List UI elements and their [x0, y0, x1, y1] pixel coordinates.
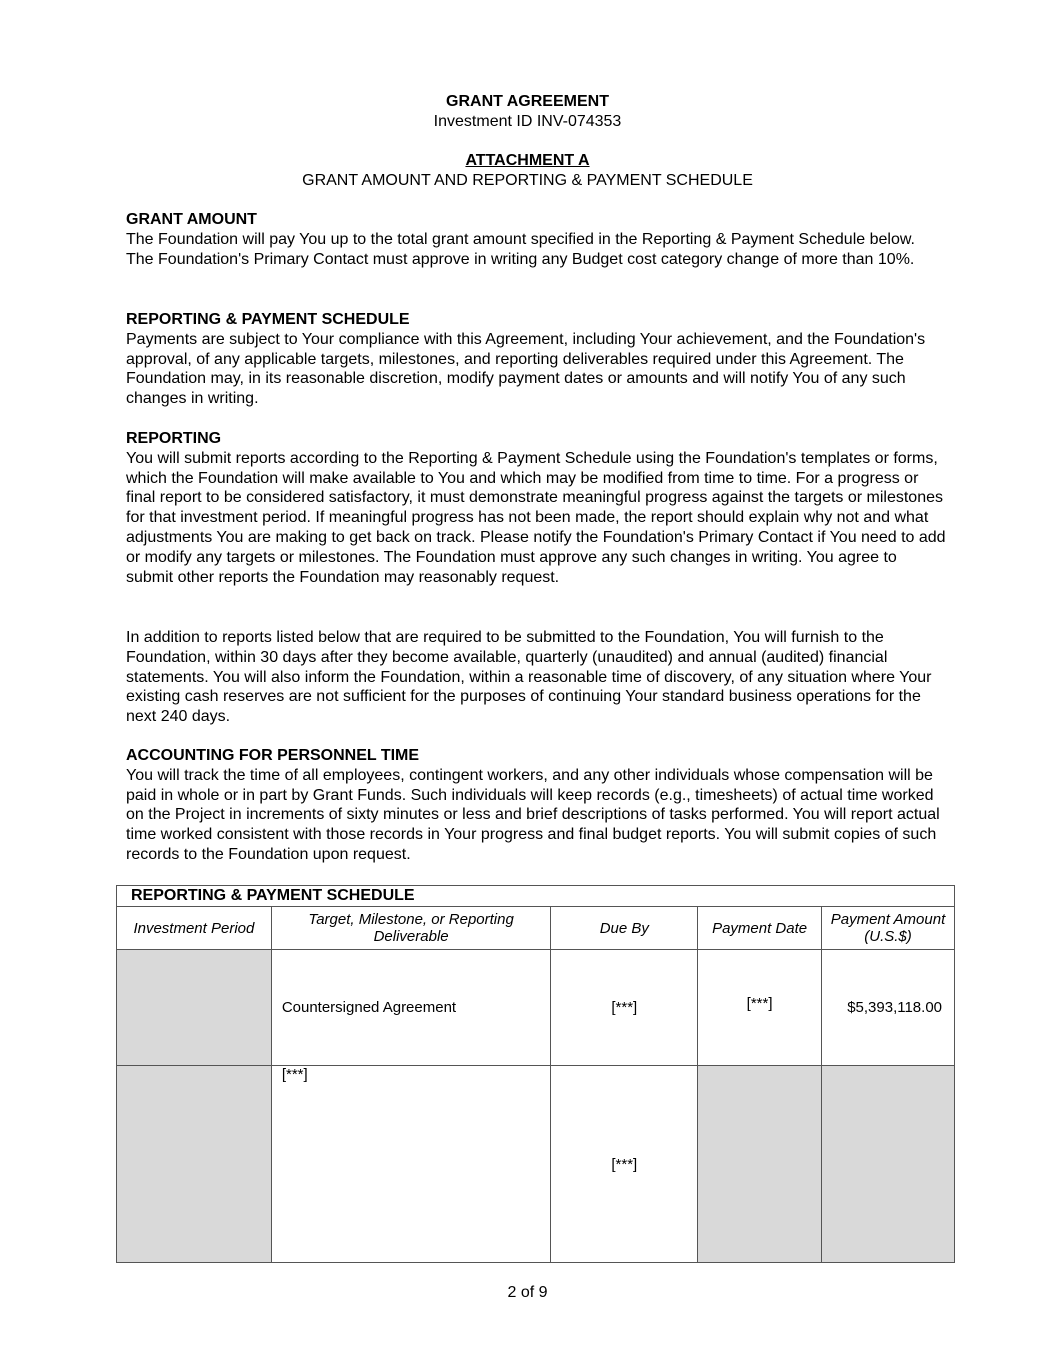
- section-body: The Foundation will pay You up to the total grant amount specified in the Reporting & Payment Schedule below. The Foundation's Primary Contact must approve in writing any Budget cost category change of more than 10%.: [126, 230, 915, 268]
- payment-date-cell: [***]: [698, 950, 822, 1066]
- investment-period-cell: [117, 1066, 272, 1263]
- section-heading: REPORTING & PAYMENT SCHEDULE: [126, 311, 410, 328]
- section-body: Payments are subject to Your compliance with this Agreement, including Your achievement, and the Foundation's approval, of any applicable targets, milestones, and reporting deliverables required under this Agreement. The Foundation may, in its reasonable discretion, modify payment dates or amounts and will notify You of any such changes in writing.: [126, 330, 926, 408]
- section-reporting: [126, 429, 946, 587]
- attachment-heading: [0, 151, 1055, 171]
- column-header-due-by: Due By: [551, 907, 698, 950]
- payment-amount-cell: [822, 1066, 955, 1263]
- deliverable-cell: Countersigned Agreement: [271, 950, 551, 1066]
- payment-amount-cell: $5,393,118.00: [822, 950, 955, 1066]
- table-row: [117, 950, 955, 1066]
- section-accounting-personnel-time: [126, 746, 946, 865]
- section-reporting-payment-schedule: [126, 310, 946, 409]
- deliverable-cell: [***]: [271, 1066, 551, 1263]
- table-title-row: [117, 886, 955, 907]
- column-header-investment-period: Investment Period: [117, 907, 272, 950]
- column-header-payment-amount: Payment Amount (U.S.$): [822, 907, 955, 950]
- table-row: [117, 1066, 955, 1263]
- section-reporting-financial-statements: [126, 628, 946, 727]
- document-title: GRANT AGREEMENT: [446, 93, 609, 110]
- column-header-deliverable: Target, Milestone, or Reporting Deliverable: [271, 907, 551, 950]
- page-number: 2 of 9: [507, 1284, 548, 1301]
- payment-date-cell: [698, 1066, 822, 1263]
- attachment-label: ATTACHMENT A: [465, 152, 590, 169]
- section-body: In addition to reports listed below that are required to be submitted to the Foundation, You will furnish to the Foundation, within 30 days after they become available, quarterly (unaudited) and annual (audited) financial statements. You will also inform the Foundation, within a reasonable time of discovery, of any situation where Your existing cash reserves are not sufficient for the purposes of continuing Your standard business operations for the next 240 days.: [126, 629, 932, 726]
- section-body: You will submit reports according to the Reporting & Payment Schedule using the Foundation's templates or forms, which the Foundation will make available to You and which may be modified from time to time. For a progress or final report to be considered satisfactory, it must demonstrate meaningful progress against the targets or milestones for that investment period. If meaningful progress has not been made, the report should explain why not and what adjustments You are making to get back on track. Please notify the Foundation's Primary Contact if You need to add or modify any targets or milestones. The Foundation must approve any such changes in writing. You agree to submit other reports the Foundation may reasonably request.: [126, 449, 946, 586]
- attachment-subtitle: GRANT AMOUNT AND REPORTING & PAYMENT SCHEDULE: [302, 172, 753, 189]
- section-grant-amount: [126, 210, 946, 269]
- investment-period-cell: [117, 950, 272, 1066]
- table-header-row: [117, 907, 955, 950]
- table-title: REPORTING & PAYMENT SCHEDULE: [117, 886, 955, 907]
- column-header-payment-date: Payment Date: [698, 907, 822, 950]
- section-heading: ACCOUNTING FOR PERSONNEL TIME: [126, 747, 420, 764]
- due-by-cell: [***]: [551, 1066, 698, 1263]
- section-heading: GRANT AMOUNT: [126, 211, 257, 228]
- section-body: You will track the time of all employees, contingent workers, and any other individuals whose compensation will be paid in whole or in part by Grant Funds. Such individuals will keep records (e.g., timesheets) of actual time worked on the Project in increments of sixty minutes or less and brief descriptions of tasks performed. You will report actual time worked consistent with those records in Your progress and final budget reports. You will submit copies of such records to the Foundation upon request.: [126, 766, 940, 863]
- due-by-cell: [***]: [551, 950, 698, 1066]
- investment-id: Investment ID INV-074353: [433, 113, 622, 130]
- reporting-payment-schedule-table: [116, 885, 955, 1263]
- section-heading: REPORTING: [126, 430, 222, 447]
